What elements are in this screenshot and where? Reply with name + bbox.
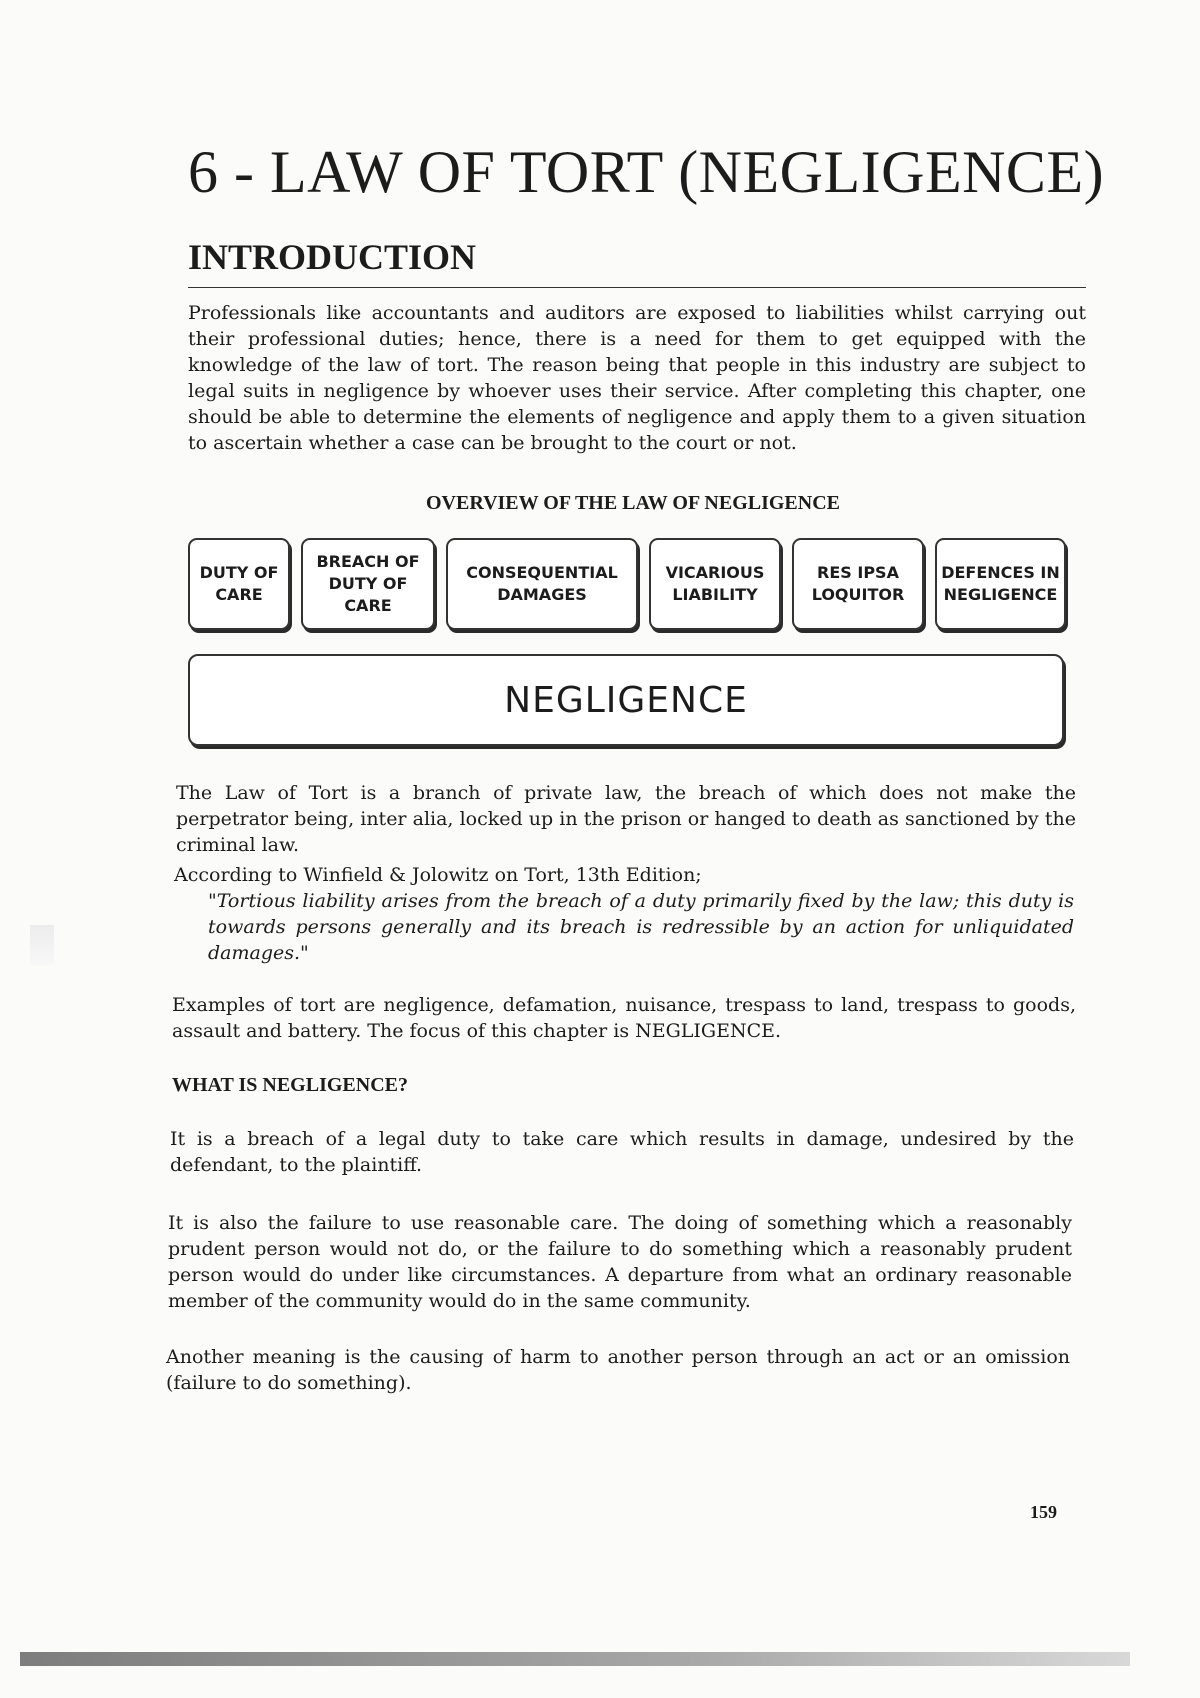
page-number: 159: [1030, 1502, 1057, 1522]
what-is-negligence-heading: WHAT IS NEGLIGENCE?: [172, 1074, 408, 1096]
according-to-line: According to Winfield & Jolowitz on Tort, 13th Edition;: [174, 864, 702, 886]
node-vicarious-liability: VICARIOUS LIABILITY: [649, 538, 781, 630]
negligence-definition-1: It is a breach of a legal duty to take care which results in damage, undesired by the defendant, to the plaintiff.: [170, 1128, 1074, 1176]
introduction-paragraph: Professionals like accountants and auditors are exposed to liabilities whilst carrying out their professional duties; hence, there is a need for them to get equipped with the knowledge of the law of tort. The reason being that people in this industry are subject to legal suits in negligence by whoever uses their service. After completing this chapter, one should be able to determine the elements of negligence and apply them to a given situation to ascertain whether a case can be brought to the court or not.: [188, 302, 1086, 454]
scan-shadow: [30, 925, 54, 965]
node-breach-of-duty-of-care: BREACH OF DUTY OF CARE: [301, 538, 435, 630]
node-duty-of-care: DUTY OF CARE: [188, 538, 290, 630]
introduction-heading: INTRODUCTION: [188, 237, 477, 277]
overview-heading: OVERVIEW OF THE LAW OF NEGLIGENCE: [425, 492, 840, 514]
chapter-title: 6 - LAW OF TORT (NEGLIGENCE): [188, 139, 1105, 205]
node-defences-in-negligence: DEFENCES IN NEGLIGENCE: [935, 538, 1066, 630]
node-res-ipsa-loquitor: RES IPSA LOQUITOR: [792, 538, 924, 630]
law-of-tort-paragraph: The Law of Tort is a branch of private law, the breach of which does not make the perpetrator being, inter alia, locked up in the prison or hanged to death as sanctioned by the criminal law.: [176, 782, 1076, 856]
winfield-quote: "Tortious liability arises from the breach of a duty primarily fixed by the law; this duty is towards persons generally and its breach is redressible by an action for unliquidated damages.": [208, 890, 1074, 964]
node-negligence: NEGLIGENCE: [188, 654, 1064, 746]
negligence-definition-3: Another meaning is the causing of harm to another person through an act or an omission (failure to do something).: [166, 1346, 1070, 1394]
scan-bottom-edge: [20, 1652, 1130, 1666]
examples-paragraph: Examples of tort are negligence, defamation, nuisance, trespass to land, trespass to goods, assault and battery. The focus of this chapter is NEGLIGENCE.: [172, 994, 1076, 1042]
negligence-overview-diagram: [188, 538, 1068, 753]
node-consequential-damages: CONSEQUENTIAL DAMAGES: [446, 538, 638, 630]
heading-rule: [188, 287, 1086, 288]
negligence-definition-2: It is also the failure to use reasonable care. The doing of something which a reasonably prudent person would not do, or the failure to do something which a reasonably prudent person would do under like circumstances. A departure from what an ordinary reasonable member of the community would do in the same community.: [168, 1212, 1072, 1312]
